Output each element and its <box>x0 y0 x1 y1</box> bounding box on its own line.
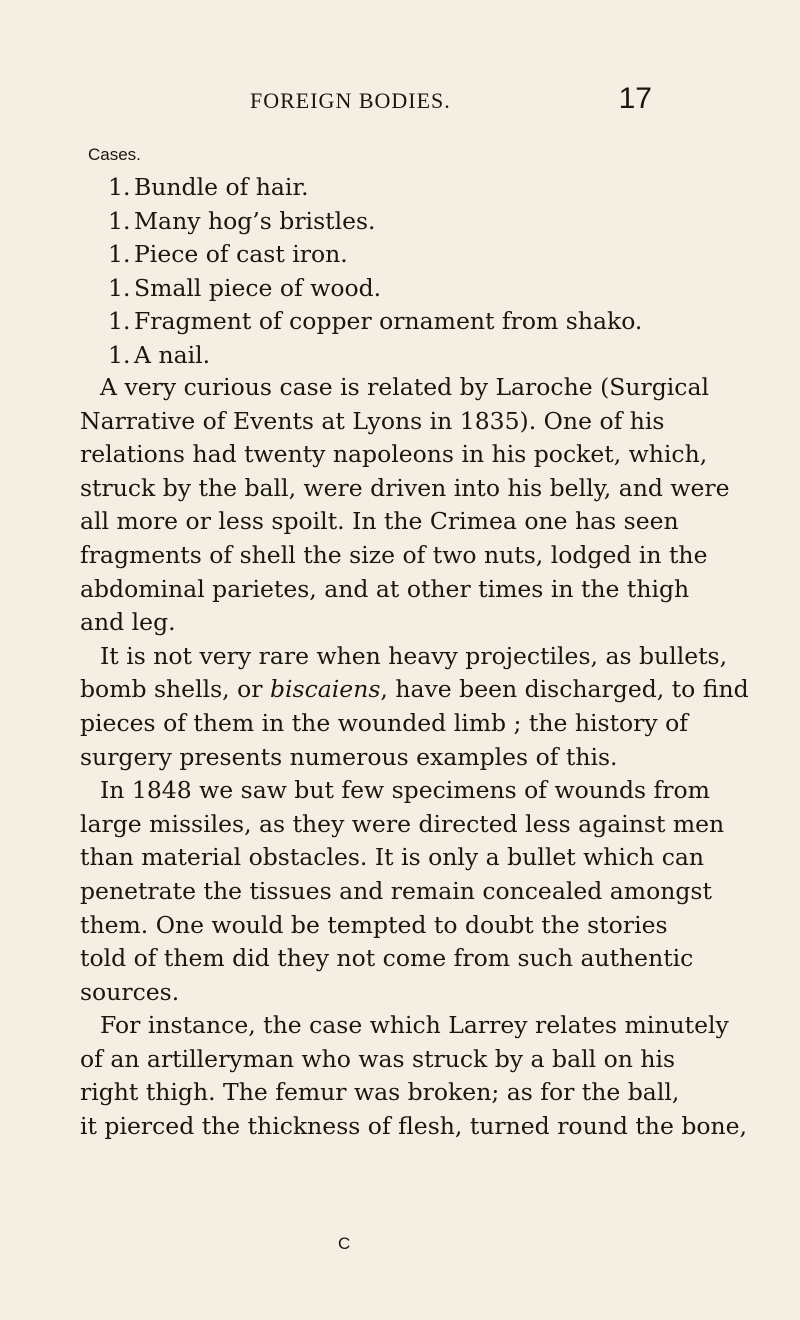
list-item <box>108 272 642 306</box>
case-text: Many hog’s bristles. <box>134 206 376 235</box>
text-line: fragments of shell the size of two nuts, lodged in the <box>80 540 708 569</box>
text-line: told of them did they not come from such authentic <box>80 944 694 973</box>
text-line: of an artilleryman who was struck by a ball on his <box>80 1044 676 1073</box>
cases-label: Cases. <box>88 145 141 164</box>
text-line: all more or less spoilt. In the Crimea one has seen <box>80 507 679 536</box>
case-count: 1. <box>108 240 131 268</box>
text-run: bomb shells, or <box>80 675 263 704</box>
list-item <box>108 339 642 373</box>
text-line: sources. <box>80 977 180 1006</box>
text-line: surgery presents numerous examples of this. <box>80 742 618 771</box>
text-line: them. One would be tempted to doubt the stories <box>80 910 668 939</box>
case-count: 1. <box>108 173 131 201</box>
body-text <box>80 371 749 1144</box>
italic-term: biscaiens <box>270 675 381 704</box>
text-line: It is not very rare when heavy projectiles, as bullets, <box>100 641 728 670</box>
text-run: , have been discharged, to find <box>380 675 749 704</box>
running-header <box>80 82 652 118</box>
case-list <box>108 171 642 372</box>
list-item <box>108 205 642 239</box>
text-line: relations had twenty napoleons in his pocket, which, <box>80 440 708 469</box>
text-line: large missiles, as they were directed less against men <box>80 809 725 838</box>
case-text: Bundle of hair. <box>134 173 309 201</box>
case-text: Small piece of wood. <box>134 273 382 302</box>
text-line: For instance, the case which Larrey relates minutely <box>100 1011 729 1040</box>
case-text: Piece of cast iron. <box>134 240 348 268</box>
text-line: Narrative of Events at Lyons in 1835). One of his <box>80 406 665 435</box>
page-number: 17 <box>618 82 652 115</box>
list-item <box>108 238 642 272</box>
text-line: than material obstacles. It is only a bullet which can <box>80 843 705 872</box>
text-line: it pierced the thickness of flesh, turned round the bone, <box>80 1112 748 1141</box>
signature-mark: C <box>338 1234 351 1253</box>
case-count: 1. <box>108 340 131 369</box>
case-text: A nail. <box>134 340 211 369</box>
case-count: 1. <box>108 273 131 302</box>
list-item <box>108 305 642 339</box>
text-line <box>80 673 749 707</box>
text-line: and leg. <box>80 608 176 637</box>
case-count: 1. <box>108 307 131 335</box>
case-text: Fragment of copper ornament from shako. <box>134 307 643 335</box>
list-item <box>108 171 642 205</box>
text-line: struck by the ball, were driven into his belly, and were <box>80 473 730 502</box>
running-title: FOREIGN BODIES. <box>250 88 451 113</box>
case-count: 1. <box>108 206 131 235</box>
text-line: penetrate the tissues and remain concealed amongst <box>80 876 712 905</box>
text-line: In 1848 we saw but few specimens of wounds from <box>100 776 710 805</box>
text-line: pieces of them in the wounded limb ; the history of <box>80 708 688 737</box>
text-line: abdominal parietes, and at other times in the thigh <box>80 574 690 603</box>
text-line: A very curious case is related by Laroche (Surgical <box>100 373 709 401</box>
text-line: right thigh. The femur was broken; as for the ball, <box>80 1078 680 1107</box>
